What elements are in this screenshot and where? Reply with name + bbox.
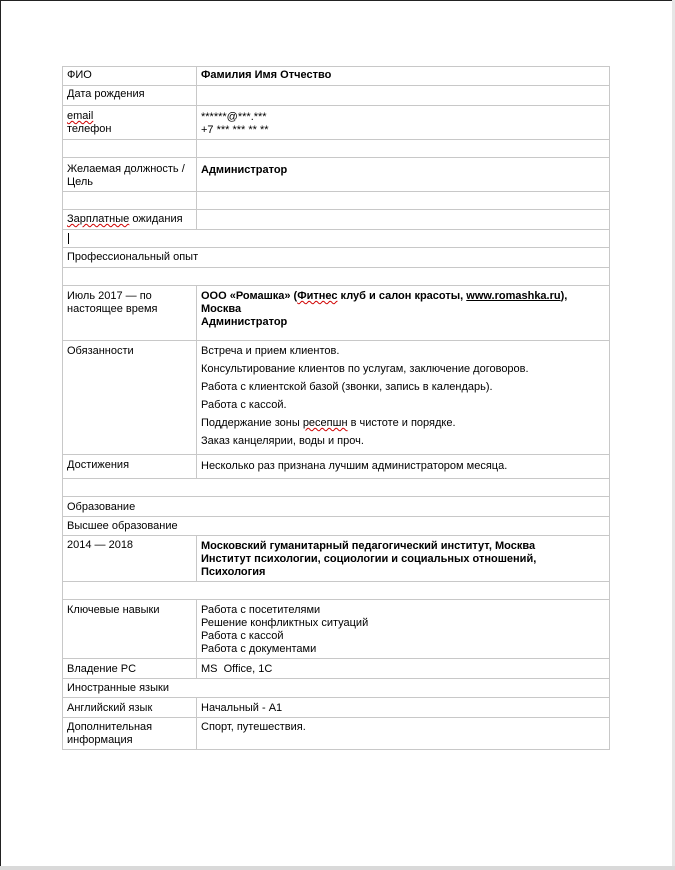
row-pc xyxy=(63,659,610,679)
duty-item: Работа с кассой. xyxy=(201,399,287,411)
skills-label[interactable]: Ключевые навыки xyxy=(63,600,197,659)
empty-cell[interactable] xyxy=(63,582,610,600)
duty-item: Работа с клиентской базой (звонки, запись в календарь). xyxy=(201,381,493,393)
text-cursor-row[interactable] xyxy=(63,230,610,248)
fio-label[interactable]: ФИО xyxy=(63,67,197,86)
duty-item: Заказ канцелярии, воды и проч. xyxy=(201,435,364,447)
empty-cell[interactable] xyxy=(63,140,197,158)
email-label: email xyxy=(67,110,94,122)
resume-table xyxy=(62,66,610,750)
experience-header[interactable]: Профессиональный опыт xyxy=(63,248,610,268)
row-salary xyxy=(63,210,610,230)
edu-period[interactable]: 2014 — 2018 xyxy=(63,536,197,582)
position-label[interactable]: Желаемая должность / Цель xyxy=(63,158,197,192)
position-value[interactable]: Администратор xyxy=(197,158,610,192)
duty-5-prefix: Поддержание зоны xyxy=(201,417,303,429)
higher-education[interactable]: Высшее образование xyxy=(63,517,610,536)
row-higher-education xyxy=(63,517,610,536)
skill-item: Решение конфликтных ситуаций xyxy=(201,617,369,629)
duties-list[interactable] xyxy=(197,341,610,455)
pc-value[interactable]: MS Office, 1С xyxy=(197,659,610,679)
row-duties xyxy=(63,341,610,455)
duty-item: Встреча и прием клиентов. xyxy=(201,345,340,357)
edu-line: Психология xyxy=(201,566,266,578)
row-empty-2 xyxy=(63,192,610,210)
email-value: ******@***.*** xyxy=(201,111,267,123)
row-education xyxy=(63,536,610,582)
row-fio xyxy=(63,67,610,86)
edu-details[interactable] xyxy=(197,536,610,582)
skill-item: Работа с посетителями xyxy=(201,604,321,616)
edu-line: Институт психологии, социологии и социальных отношений, xyxy=(201,553,537,565)
duty-5-suffix: в чистоте и порядке. xyxy=(347,417,456,429)
english-label[interactable]: Английский язык xyxy=(63,698,197,718)
edu-line: Московский гуманитарный педагогический институт, Москва xyxy=(201,540,536,552)
education-header[interactable]: Образование xyxy=(63,497,610,517)
contact-values[interactable] xyxy=(197,106,610,140)
skills-list[interactable] xyxy=(197,600,610,659)
empty-cell[interactable] xyxy=(63,268,610,286)
job-details[interactable] xyxy=(197,286,610,341)
empty-cell[interactable] xyxy=(197,140,610,158)
salary-label-rest: ожидания xyxy=(129,213,183,225)
row-achievements xyxy=(63,455,610,479)
row-additional xyxy=(63,718,610,750)
row-skills xyxy=(63,600,610,659)
job-role: Администратор xyxy=(201,316,288,328)
company-prefix: ООО «Ромашка» ( xyxy=(201,290,298,302)
row-education-header xyxy=(63,497,610,517)
company-middle: клуб и салон красоты, xyxy=(337,290,467,302)
empty-cell[interactable] xyxy=(63,192,197,210)
duty-item-5 xyxy=(201,417,605,430)
dob-label[interactable]: Дата рождения xyxy=(63,86,197,106)
duty-item: Консультирование клиентов по услугам, заключение договоров. xyxy=(201,363,529,375)
company-word: Фитнес xyxy=(297,290,338,302)
skill-item: Работа с кассой xyxy=(201,630,284,642)
row-job xyxy=(63,286,610,341)
duties-label[interactable]: Обязанности xyxy=(63,341,197,455)
pc-label[interactable]: Владение PC xyxy=(63,659,197,679)
row-dob xyxy=(63,86,610,106)
row-experience-header xyxy=(63,248,610,268)
duty-5-word: ресепшн xyxy=(302,417,348,429)
row-english xyxy=(63,698,610,718)
job-period[interactable]: Июль 2017 — по настоящее время xyxy=(63,286,197,341)
row-empty-5 xyxy=(63,582,610,600)
dob-value[interactable] xyxy=(197,86,610,106)
skill-item: Работа с документами xyxy=(201,643,317,655)
achievements-value[interactable]: Несколько раз признана лучшим администратором месяца. xyxy=(197,455,610,479)
languages-header[interactable]: Иностранные языки xyxy=(63,679,610,698)
english-value[interactable]: Начальный - А1 xyxy=(197,698,610,718)
empty-cell[interactable] xyxy=(63,479,610,497)
contact-labels[interactable] xyxy=(63,106,197,140)
row-empty-4 xyxy=(63,479,610,497)
row-empty-1 xyxy=(63,140,610,158)
text-cursor xyxy=(68,233,69,244)
empty-cell[interactable] xyxy=(197,192,610,210)
fio-value[interactable]: Фамилия Имя Отчество xyxy=(197,67,610,86)
row-empty-3 xyxy=(63,268,610,286)
row-languages-header xyxy=(63,679,610,698)
additional-label[interactable]: Дополнительная информация xyxy=(63,718,197,750)
salary-value[interactable] xyxy=(197,210,610,230)
achievements-label[interactable]: Достижения xyxy=(63,455,197,479)
salary-label[interactable] xyxy=(63,210,197,230)
salary-label-word: Зарплатные xyxy=(67,213,130,225)
page-gap xyxy=(0,866,675,870)
row-contact xyxy=(63,106,610,140)
phone-label: телефон xyxy=(67,123,112,135)
row-cursor xyxy=(63,230,610,248)
row-position xyxy=(63,158,610,192)
additional-value[interactable]: Спорт, путешествия. xyxy=(197,718,610,750)
company-link[interactable]: www.romashka.ru xyxy=(466,290,561,302)
company-suffix: ), Москва xyxy=(201,290,568,315)
phone-value: +7 *** *** ** ** xyxy=(201,124,269,136)
